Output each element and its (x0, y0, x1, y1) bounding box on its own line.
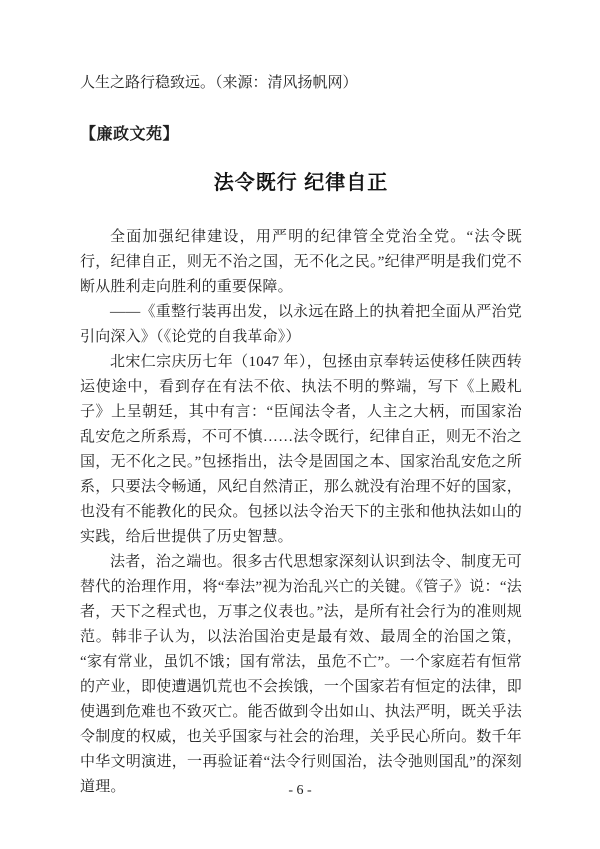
intro-line: 人生之路行稳致远。（来源：清风扬帆网） (80, 75, 358, 91)
article-paragraph: 北宋仁宗庆历七年（1047 年），包拯由京奉转运使移任陕西转运使途中，看到存在有法不依、执法不明的弊端，写下《上殿札子》上呈朝廷，其中有言：“臣闻法令者，人主之大柄，而国家治乱安危之所系焉，不可不慎……法令既行，纪律自正，则无不治之国，无不化之民。”包拯指出，法令是固国之本、国家治乱安危之所系，只要法令畅通，风纪自然清正，那么就没有治理不好的国家，也没有不能教化的民众。包拯以法令治天下的主张和他执法如山的实践，给后世提供了历史智慧。 (80, 354, 522, 545)
page-number: - 6 - (288, 783, 312, 798)
section-header: 【廉政文苑】 (80, 126, 180, 143)
article-title: 法令既行 纪律自正 (213, 172, 389, 194)
article-paragraph-citation: ——《重整行装再出发，以永远在路上的执着把全面从严治党引向深入》（《论党的自我革命》） (80, 304, 522, 345)
article-paragraph: 全面加强纪律建设，用严明的纪律管全党治全党。“法令既行，纪律自正，则无不治之国，无不化之民。”纪律严明是我们党不断从胜利走向胜利的重要保障。 (80, 229, 522, 295)
article-paragraph: 法者，治之端也。很多古代思想家深刻认识到法令、制度无可替代的治理作用，将“奉法”视为治乱兴亡的关键。《管子》说：“法者，天下之程式也，万事之仪表也。”法，是所有社会行为的准则规范。韩非子认为，以法治国治吏是最有效、最周全的治国之策，“家有常业，虽饥不饿；国有常法，虽危不亡”。一个家庭若有恒常的产业，即使遭遇饥荒也不会挨饿，一个国家若有恒定的法律，即使遇到危难也不致灭亡。能否做到令出如山、执法严明，既关乎法令制度的权威，也关乎国家与社会的治理，关乎民心所向。数千年中华文明演进，一再验证着“法令行则国治，法令弛则国乱”的深刻道理。 (80, 554, 522, 795)
article-body (80, 225, 522, 800)
